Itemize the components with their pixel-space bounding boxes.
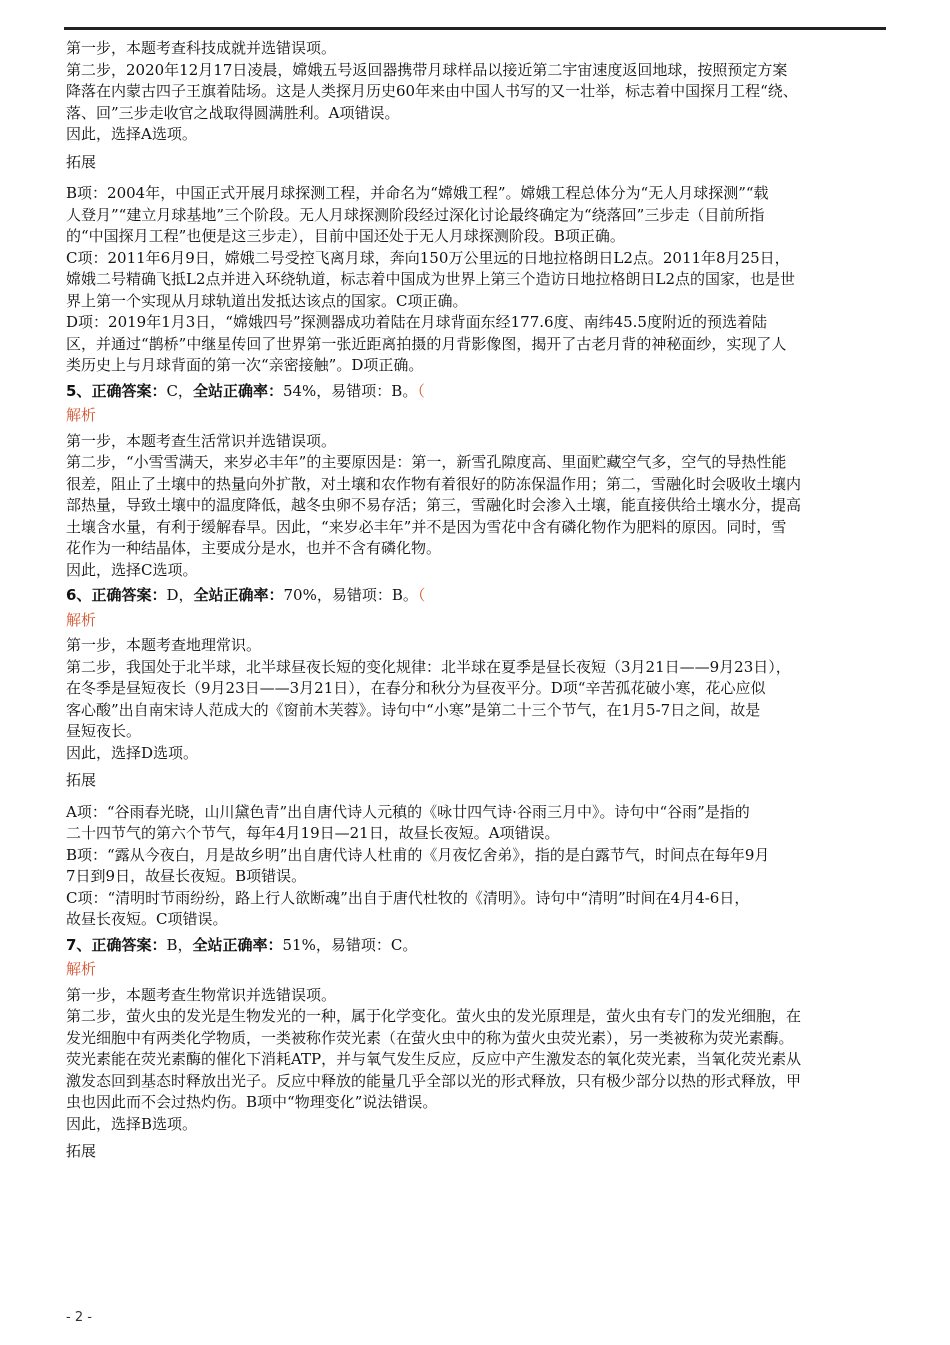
q5-analysis-heading: 解析 bbox=[66, 406, 97, 424]
q6-mark: （ bbox=[417, 586, 426, 604]
sec4-d-line3: 类历史上与月球背面的第一次“亲密接触”。D项正确。 bbox=[66, 356, 424, 374]
sec4-b-line3: 的“中国探月工程”也便是这三步走），目前中国还处于无人月球探测阶段。B项正确。 bbox=[66, 227, 625, 245]
q6-answer: D， bbox=[166, 586, 194, 604]
q6-answer-label: 正确答案： bbox=[91, 586, 167, 604]
q6-a-line1: A项：“谷雨春光晓，山川黛色青”出自唐代诗人元稹的《咏廿四气诗·谷雨三月中》。诗句中“谷雨”是指的 bbox=[66, 802, 750, 821]
page-content bbox=[66, 38, 886, 1173]
q6-line2: 在冬季是昼短夜长（9月23日——3月21日），在春分和秋分为昼夜平分。D项“辛苦孤花破小寒，花心应似 bbox=[66, 679, 766, 697]
sec4-step2-line2: 降落在内蒙古四子王旗着陆场。这是人类探月历史60年来由中国人书写的又一壮举，标志着中国探月工程“绕、 bbox=[66, 82, 798, 100]
sec4-d-line1: D项：2019年1月3日，“嫦娥四号”探测器成功着陆在月球背面东经177.6度、南纬45.5度附近的预选着陆 bbox=[66, 313, 767, 331]
q6-step1: 第一步，本题考查地理常识。 bbox=[66, 636, 262, 654]
sec4-step2-line3: 落、回”三步走收官之战取得圆满胜利。A项错误。 bbox=[66, 103, 400, 122]
q7-analysis-heading: 解析 bbox=[66, 960, 97, 978]
q7-number: 7、 bbox=[66, 935, 92, 954]
q7-rate: 51%，易错项：C。 bbox=[282, 935, 418, 954]
q6-analysis-heading: 解析 bbox=[66, 610, 97, 629]
header-rule bbox=[64, 27, 886, 30]
sec4-b-line2: 人登月”“建立月球基地”三个阶段。无人月球探测阶段经过深化讨论最终确定为“绕落回”三步走（目前所指 bbox=[66, 205, 765, 224]
q5-answer-label: 正确答案： bbox=[91, 381, 167, 400]
q7-answer: B， bbox=[166, 935, 193, 954]
q6-answer-heading bbox=[66, 585, 886, 607]
q7-line1: 第二步，萤火虫的发光是生物发光的一种，属于化学变化。萤火虫的发光原理是，萤火虫有专门的发光细胞，在 bbox=[66, 1007, 802, 1025]
q7-answer-heading bbox=[66, 935, 886, 957]
q6-expand-heading: 拓展 bbox=[66, 771, 97, 789]
q7-conclusion: 因此，选择B选项。 bbox=[66, 1114, 198, 1133]
q6-line4: 昼短夜长。 bbox=[66, 722, 142, 740]
q5-line5: 花作为一种结晶体，主要成分是水，也并不含有磷化物。 bbox=[66, 539, 442, 557]
q5-line2: 很差，阻止了土壤中的热量向外扩散，对土壤和农作物有着很好的防冻保温作用；第二，雪融化时会吸收土壤内 bbox=[66, 474, 802, 493]
sec4-b-line1: B项：2004年，中国正式开展月球探测工程，并命名为“嫦娥工程”。嫦娥工程总体分为“无人月球探测”“载 bbox=[66, 184, 769, 202]
q6-rate: 70%，易错项：B。 bbox=[283, 586, 418, 604]
q6-rate-label: 全站正确率： bbox=[193, 586, 284, 604]
q6-c-line2: 故昼长夜短。C项错误。 bbox=[66, 910, 228, 928]
q5-mark: （ bbox=[417, 381, 425, 400]
q7-line2: 发光细胞中有两类化学物质，一类被称作荧光素（在萤火虫中的称为萤火虫荧光素），另一类被称为荧光素酶。 bbox=[66, 1028, 794, 1047]
q7-line3: 荧光素能在荧光素酶的催化下消耗ATP，并与氧气发生反应，反应中产生激发态的氧化荧光素，当氧化荧光素从 bbox=[66, 1050, 802, 1068]
q5-line4: 土壤含水量，有利于缓解春旱。因此，“来岁必丰年”并不是因为雪花中含有磷化物作为肥料的原因。同时，雪 bbox=[66, 517, 787, 536]
sec4-step1: 第一步，本题考查科技成就并选错误项。 bbox=[66, 39, 337, 57]
q6-b-line2: 7日到9日，故昼长夜短。B项错误。 bbox=[66, 867, 307, 885]
q5-step1: 第一步，本题考查生活常识并选错误项。 bbox=[66, 431, 337, 450]
q7-line5: 虫也因此而不会过热灼伤。B项中“物理变化”说法错误。 bbox=[66, 1093, 438, 1111]
q5-rate-label: 全站正确率： bbox=[192, 381, 283, 400]
q5-line3: 部热量，导致土壤中的温度降低，越冬虫卵不易存活；第三，雪融化时会渗入土壤，能直接供给土壤水分，提高 bbox=[66, 496, 802, 514]
q6-number: 6、 bbox=[66, 586, 92, 604]
q6-c-line1: C项：“清明时节雨纷纷，路上行人欲断魂”出自于唐代杜牧的《清明》。诗句中“清明”时间在4月4-6日， bbox=[66, 888, 750, 907]
q5-conclusion: 因此，选择C选项。 bbox=[66, 560, 198, 579]
q6-line1: 第二步，我国处于北半球，北半球昼夜长短的变化规律：北半球在夏季是昼长夜短（3月21日——9月23日）， bbox=[66, 657, 791, 676]
q6-a-line2: 二十四节气的第六个节气，每年4月19日—21日，故昼长夜短。A项错误。 bbox=[66, 824, 560, 842]
sec4-expand-heading: 拓展 bbox=[66, 152, 97, 171]
sec4-c-line1: C项：2011年6月9日，嫦娥二号受控飞离月球，奔向150万公里远的日地拉格朗日L2点。2011年8月25日， bbox=[66, 248, 790, 267]
sec4-c-line2: 嫦娥二号精确飞抵L2点并进入环绕轨道，标志着中国成为世界上第三个造访日地拉格朗日L2点的国家，也是世 bbox=[66, 270, 796, 288]
q6-line3: 客心酸”出自南宋诗人范成大的《窗前木芙蓉》。诗句中“小寒”是第二十三个节气，在1月5-7日之间，故是 bbox=[66, 700, 761, 719]
q5-number: 5、 bbox=[66, 381, 92, 400]
sec4-c-line3: 界上第一个实现从月球轨道出发抵达该点的国家。C项正确。 bbox=[66, 291, 468, 310]
q5-answer: C， bbox=[166, 381, 193, 400]
q7-rate-label: 全站正确率： bbox=[192, 935, 283, 954]
sec4-step2-line1: 第二步，2020年12月17日凌晨，嫦娥五号返回器携带月球样品以接近第二宇宙速度返回地球，按照预定方案 bbox=[66, 60, 788, 79]
q5-answer-heading bbox=[66, 381, 886, 403]
q7-line4: 激发态回到基态时释放出光子。反应中释放的能量几乎全部以光的形式释放，只有极少部分以热的形式释放，甲 bbox=[66, 1071, 802, 1090]
q5-rate: 54%，易错项：B。 bbox=[282, 381, 418, 400]
page-number: - 2 - bbox=[66, 1310, 92, 1325]
q7-answer-label: 正确答案： bbox=[91, 935, 167, 954]
sec4-conclusion: 因此，选择A选项。 bbox=[66, 125, 197, 143]
q7-expand-heading: 拓展 bbox=[66, 1142, 97, 1160]
q6-b-line1: B项：“露从今夜白，月是故乡明”出自唐代诗人杜甫的《月夜忆舍弟》，指的是白露节气，时间点在每年9月 bbox=[66, 845, 770, 864]
q5-line1: 第二步，“小雪雪满天，来岁必丰年”的主要原因是：第一，新雪孔隙度高、里面贮藏空气多，空气的导热性能 bbox=[66, 453, 787, 471]
q6-conclusion: 因此，选择D选项。 bbox=[66, 743, 199, 762]
q7-step1: 第一步，本题考查生物常识并选错误项。 bbox=[66, 985, 337, 1004]
sec4-d-line2: 区，并通过“鹊桥”中继星传回了世界第一张近距离拍摄的月背影像图，揭开了古老月背的神秘面纱，实现了人 bbox=[66, 334, 787, 353]
